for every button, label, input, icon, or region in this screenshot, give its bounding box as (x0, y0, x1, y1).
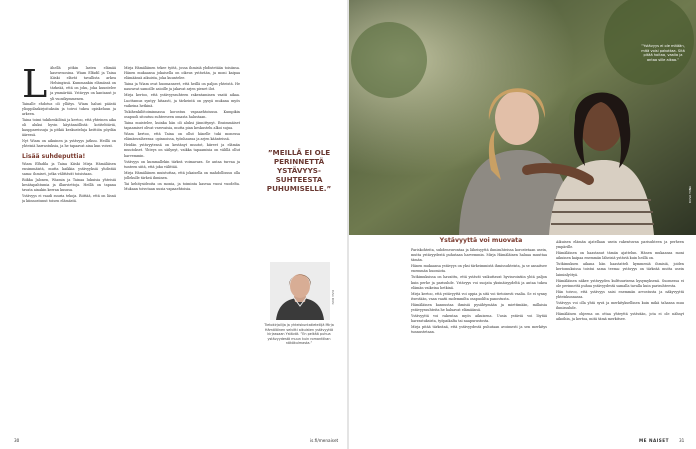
body-paragraph: Tai kehitysideoita on monia, ja toiminta kasvaa vuosi vuodelta. Mukaan toivotaan uusia vapaaehtoisia. (124, 181, 240, 192)
body-paragraph: Tainalle ehdotus oli yllätys. Wiam halusi päästä ylioppilaskirjoituksiin ja toivoi tukea opiskeluun ja arkeen. (22, 101, 116, 116)
body-paragraph: Taina ja Wiam ovat huomanneet, että heillä on paljon yhteistä. He nauravat samoille asioille ja jakavat arjen pienet ilot. (124, 82, 240, 92)
right-page (349, 0, 696, 449)
body-paragraph: Tutkimuksissa on havaittu, että ystävät vaikuttavat hyvinvointiin yhtä paljon kuin perhe ja parisuhde. Ystävyys voi suojata yksinäisyydeltä ja antaa tukea elämän vaikeina hetkinä. (411, 275, 547, 290)
body-paragraph: Ystävyys ei vaadi suuria tekoja. Riittää, että on läsnä ja kiinnostunut toisen elämästä. (22, 194, 116, 204)
right-column-1 (411, 248, 547, 432)
body-paragraph: Wiam kertoo, että Taina on ollut hänelle tuki monessa elämänvaiheessa: opinnoissa, työnhaussa ja arjen käänteissä. (124, 132, 240, 142)
portrait-photo (270, 262, 330, 320)
section-subheading: Ystävyyttä voi muovata (439, 237, 523, 244)
body-paragraph: Hänen mukaansa ystävyys on yksi tärkeimmistä ihmissuhteista, ja se ansaitsee enemmän huomiota. (411, 264, 547, 274)
feature-photo (349, 0, 696, 235)
two-friends-photo (349, 0, 696, 235)
body-paragraph: Hämäläisen ohjeena on ottaa yhteyttä ystävään, jota ei ole nähnyt aikoihin, ja kertoa, mitä tämä merkitsee. (556, 312, 684, 322)
left-column-2 (124, 66, 240, 432)
body-paragraph: Mirja kertoo, että ystävyyssuhteen rakentaminen vaatii aikaa. Luottamus syntyy hitaasti, ja tärkeintä on pysyä mukana myös vaikeina hetkinä. (124, 93, 240, 108)
portrait-caption: Tietokirjailija ja yhteiskuntatieteilijä Mirja Hämäläinen selvitti aikuisten ystävyyttä kirjassaan Ystävät. ”En pelkää puhua ystävyydestä muun kuin romantiikan näkökulmasta.” (264, 323, 334, 346)
right-column-2 (556, 240, 684, 432)
body-paragraph: Mirja Hämäläinen tekee työtä, jossa ihmisiä yhdistetään toisiinsa. Hänen mukaansa jokaisella on oikeus ystävään, ja moni kaipaa elämäänsä aikuista, joka kuuntelee. (124, 66, 240, 81)
left-page (0, 0, 347, 449)
intro-paragraph (22, 66, 116, 106)
body-paragraph: Hämäläinen on haastanut tämän ajattelun. Hänen mukaansa moni aikuinen kaipaa enemmän läheisiä ystäviä kuin heillä on. (556, 251, 684, 261)
photo-credit: KUVA TIINA (688, 186, 692, 203)
folio-url: is.fi/menaiset (310, 438, 339, 443)
body-paragraph: Ystävyys on kummallekin tärkeä voimavara. Se antaa turvaa ja tunteen siitä, että joku välittää. (124, 159, 240, 169)
body-paragraph: Hämäläinen näkee ystävyyden kulttuurisena kysymyksenä. Suomessa ei ole perinnettä puhua ystävyydestä samalla tavalla kuin parisuhteesta. (556, 278, 684, 288)
body-paragraph: Ystävyyttä voi rakentaa myös aikuisena. Uusia ystäviä voi löytää harrastuksista, työpaikalta tai naapurustosta. (411, 314, 547, 324)
body-paragraph: Mirja kertoo, että ystävyyttä voi oppia ja sitä voi tietoisesti vaalia. Se ei synny itsestään, vaan vaatii molemmilta osapuolilta panostusta. (411, 291, 547, 301)
body-paragraph: Tutkimuksen aikana hän haastatteli kymmeniä ihmisiä, joiden kertomuksissa toistui sama teema: ystävyys on tärkeää mutta usein laiminlyötyä. (556, 262, 684, 277)
body-paragraph: Aikuisen elämän ajatellaan usein rakentuvan parisuhteen ja perheen ympärille. (556, 240, 684, 250)
body-paragraph: Taina toimi tukihenkilönä ja kertoo, että yhteinen aika oli aluksi hyvin käytännöllistä: kotitehtäviä, kauppareissuja ja pitkiä keskusteluja keittiön pöydän ääressä. (22, 117, 116, 138)
body-paragraph: Wiam Elfadila ja Taina Kiiski Mirja Hämäläisen ensimmäistä, mutta kaikkia ystävyyksiä yhdistää sama: ihmiset, jotka välittävät toisistaan. (22, 161, 116, 176)
drop-cap: L (22, 66, 48, 106)
left-column-1 (22, 66, 116, 432)
intro-text: ähellä pitkin lasten elämää kasvuvuosina. Wiam Elfadil ja Taina Kiiski elävät tavallista arkea Helsingissä. Kummankin elämässä on tärkeää, että on joku, joka kuuntelee ja ymmärtää. Ystävyys on kantanut jo yli vuosikymmenen. (50, 66, 116, 101)
section-subheading: Lisää suhdeputtia! (22, 152, 86, 160)
folio-page-number-left: 30 (14, 438, 20, 443)
body-paragraph: Taina muistelee, kuinka hän oli aluksi jännittynyt. Ensimmäiset tapaamiset olivat varovaisia, mutta pian keskustelu alkoi sujua. (124, 120, 240, 131)
body-paragraph: Ystävyys voi olla yhtä syvä ja merkityksellinen kuin mikä tahansa muu ihmissuhde. (556, 301, 684, 311)
portrait-illustration (270, 262, 330, 320)
body-paragraph: Pariskohteita, suhdeneuvontaa ja läheisyyttä ihmisuhteissa korostetaan usein, mutta ystävyydestä puhutaan harvemmin. Mirja Hämäläinen haluaa muuttaa tämän. (411, 248, 547, 263)
body-paragraph: Mirja pitää tärkeänä, että ystävyydestä puhutaan avoimesti ja sen merkitys tunnustetaan. (411, 325, 547, 335)
body-paragraph: Riikka Jalonen, Wiamin ja Tainaa lukuisia yhteisiä kesätapahtumia ja illanviettoja. Heillä on tapana tavata ainakin kerran kuussa. (22, 177, 116, 192)
folio-page-number-right: 31 (679, 438, 685, 443)
photo-caption: ”Ystävyys ei ole mitään, mitä voisi pakottaa. Sitä pitää hoitaa, vaalia ja antaa sille aikaa.” (641, 44, 685, 62)
pull-quote: ”MEILLÄ EI OLE PERINNETTÄ YSTÄVYYS-SUHTEESTA PUHUMISELLE.” (266, 148, 332, 193)
body-paragraph: Mirja Hämäläinen muistuttaa, että jokaisella on mahdollisuus olla jollekulle tärkeä ihminen. (124, 170, 240, 180)
body-paragraph: Nyt Wiam on aikuinen ja ystävyys jatkuu. Heillä on yhteisiä harrastuksia, ja he tapaavat aina kun voivat. (22, 139, 116, 149)
body-paragraph: Hämäläinen kannustaa ihmisiä pysähtymään ja miettimään, millaisia ystävyyssuhteita he haluavat elämäänsä. (411, 302, 547, 313)
body-paragraph: Heidän ystävyytensä on kestänyt muutot, kiireet ja elämän muutokset. Yhteys on säilynyt, vaikka tapaamisia on välillä ollut harvemmin. (124, 143, 240, 158)
portrait-credit: KUVA KIRSI (331, 290, 334, 305)
body-paragraph: Hän toivoo, että ystävyys saisi enemmän arvostusta ja näkyvyyttä yhteiskunnassa. (556, 289, 684, 299)
body-paragraph: Tukihenkilötoiminnassa korostuu vapaaehtoisuus. Kumpikin osapuoli sitoutuu suhteeseen omasta halustaan. (124, 109, 240, 119)
folio-magazine-name: ME NAISET (639, 438, 670, 443)
